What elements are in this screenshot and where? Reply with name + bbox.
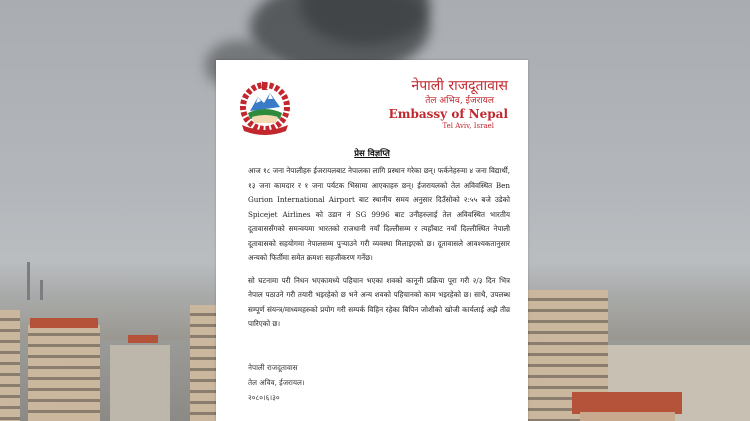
press-release-document: [216, 60, 528, 421]
building: [110, 345, 170, 421]
building: [0, 310, 20, 421]
press-release-body: [248, 164, 510, 340]
embassy-name-english: Embassy of Nepal: [388, 107, 508, 121]
roof: [30, 318, 98, 328]
press-release-title: प्रेस विज्ञप्ति: [354, 149, 390, 159]
building: [580, 412, 675, 421]
embassy-letterhead: [389, 78, 508, 131]
roof: [572, 392, 682, 414]
embassy-location-nepali: तेल अभिव, ईजरायल: [425, 96, 494, 106]
roof: [128, 335, 158, 343]
nepal-coat-of-arms-icon: [234, 77, 296, 135]
signature-embassy: नेपाली राजदूतावास: [248, 363, 298, 372]
paragraph: सो घटनामा परी निधन भएकामध्ये पहिचान भएका शवको कानूनी प्रक्रिया पूरा गरी २/३ दिन भित्र नेपाल पठाउने गरी तयारी भइरहेको छ भने अन्य शवको पहिचानको काम भइरहेको छ। साथै, उपलब्ध सम्पूर्ण संयन्त्र/माध्यमहरुको प्रयोग गरी सम्पर्क विहिन रहेका बिपिन जोशीको खोजी कार्यलाई अझै तीव्र पारिएको छ।: [248, 275, 510, 328]
signature-location: तेल अविव, ईजरायल।: [248, 378, 305, 387]
embassy-location-english: Tel Aviv, Israel: [442, 122, 494, 130]
building: [28, 325, 100, 421]
signature-date: २०८०।६।३०: [248, 393, 280, 402]
embassy-name-nepali: नेपाली राजदूतावास: [411, 78, 508, 94]
signature-block: [248, 360, 305, 405]
building: [190, 305, 216, 421]
paragraph: आज १८ जना नेपालीहरु ईजरायलबाट नेपालका लागि प्रस्थान गरेका छन्। फर्कनेहरुमा ४ जना विद्यार्थी, १३ जना कामदार र १ जना पर्यटक भिसामा आएकाहरु छन्। ईजरायलको तेल अविवस्थित Ben Gurion International Airport बाट स्थानीय समय अनुसार दिउँसोको २:५५ बजे उडेको Spicejet Airlines को उडान नं SG 9996 बाट उनीहरुलाई तेल अविवस्थित भारतीय दूतावाससँगको समन्वयमा भारतको राजधानी नयाँ दिल्लीसम्म र त्यहाँबाट नयाँ दिल्लीस्थित नेपाली दूतावासको सहयोगमा नेपालसम्म पुऱ्याउने गरी व्यवस्था मिलाइएको छ। दूतावासले आवश्यकतानुसार अन्यको फिर्तीमा समेत क्रमशः सहजीकरण गर्नेछ।: [248, 166, 510, 262]
